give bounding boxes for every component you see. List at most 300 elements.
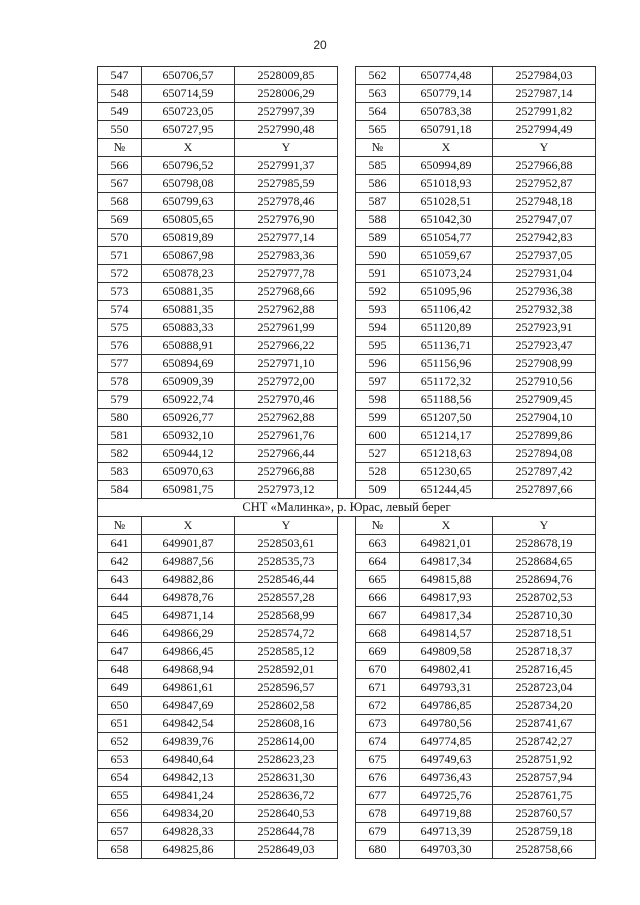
point-number-cell: 585 [356, 157, 400, 175]
table-row [98, 409, 596, 427]
table-row [98, 481, 596, 499]
x-coordinate-cell: 650932,10 [142, 427, 235, 445]
x-coordinate-cell: 650799,63 [142, 193, 235, 211]
x-coordinate-cell: 651120,89 [400, 319, 493, 337]
point-number-cell: 565 [356, 121, 400, 139]
table-row [98, 319, 596, 337]
header-row [98, 517, 596, 535]
y-coordinate-cell: 2527973,12 [235, 481, 338, 499]
column-gap [338, 463, 356, 481]
y-coordinate-cell: 2528649,03 [235, 841, 338, 859]
x-coordinate-cell: 649840,64 [142, 751, 235, 769]
x-coordinate-cell: 651230,65 [400, 463, 493, 481]
x-coordinate-cell: 649802,41 [400, 661, 493, 679]
point-number-cell: 562 [356, 67, 400, 85]
table-row [98, 625, 596, 643]
column-gap [338, 409, 356, 427]
x-coordinate-cell: 651136,71 [400, 337, 493, 355]
y-coordinate-cell: 2527994,49 [493, 121, 596, 139]
y-coordinate-cell: 2527894,08 [493, 445, 596, 463]
y-coordinate-cell: 2527977,78 [235, 265, 338, 283]
point-number-cell: 593 [356, 301, 400, 319]
y-coordinate-cell: 2527899,86 [493, 427, 596, 445]
point-number-cell: 651 [98, 715, 142, 733]
column-gap [338, 427, 356, 445]
point-number-cell: 580 [98, 409, 142, 427]
section-title: СНТ «Малинка», р. Юрас, левый берег [98, 499, 596, 517]
x-coordinate-cell: 650714,59 [142, 85, 235, 103]
point-number-cell: 568 [98, 193, 142, 211]
table-row [98, 751, 596, 769]
x-coordinate-cell: 650783,38 [400, 103, 493, 121]
column-gap [338, 247, 356, 265]
point-number-cell: 646 [98, 625, 142, 643]
point-number-cell: 584 [98, 481, 142, 499]
x-coordinate-cell: 651244,45 [400, 481, 493, 499]
table-row [98, 85, 596, 103]
x-coordinate-cell: 651218,63 [400, 445, 493, 463]
point-number-cell: 649 [98, 679, 142, 697]
column-gap [338, 679, 356, 697]
x-coordinate-cell: 650926,77 [142, 409, 235, 427]
table-row [98, 247, 596, 265]
point-number-cell: 527 [356, 445, 400, 463]
x-coordinate-cell: 650798,08 [142, 175, 235, 193]
x-coordinate-cell: 650867,98 [142, 247, 235, 265]
y-coordinate-cell: 2527962,88 [235, 301, 338, 319]
x-coordinate-cell: 651042,30 [400, 211, 493, 229]
y-coordinate-cell: 2528574,72 [235, 625, 338, 643]
x-coordinate-cell: 649713,39 [400, 823, 493, 841]
y-coordinate-cell: 2528535,73 [235, 553, 338, 571]
y-coordinate-cell: 2527983,36 [235, 247, 338, 265]
x-coordinate-cell: 651095,96 [400, 283, 493, 301]
point-number-cell: 656 [98, 805, 142, 823]
x-coordinate-cell: 649814,57 [400, 625, 493, 643]
x-coordinate-cell: 650723,05 [142, 103, 235, 121]
y-coordinate-cell: 2527897,66 [493, 481, 596, 499]
x-coordinate-cell: 650774,48 [400, 67, 493, 85]
point-number-cell: 567 [98, 175, 142, 193]
point-number-cell: 578 [98, 373, 142, 391]
x-coordinate-cell: 649817,34 [400, 607, 493, 625]
column-gap [338, 769, 356, 787]
y-coordinate-cell: 2527923,47 [493, 337, 596, 355]
y-coordinate-cell: 2527987,14 [493, 85, 596, 103]
point-number-cell: 548 [98, 85, 142, 103]
y-coordinate-cell: 2528716,45 [493, 661, 596, 679]
y-coordinate-cell: 2528761,75 [493, 787, 596, 805]
x-coordinate-cell: 649841,24 [142, 787, 235, 805]
x-coordinate-cell: 649821,01 [400, 535, 493, 553]
y-coordinate-cell: 2528684,65 [493, 553, 596, 571]
point-number-cell: 670 [356, 661, 400, 679]
table-row [98, 841, 596, 859]
y-coordinate-cell: 2528568,99 [235, 607, 338, 625]
x-coordinate-cell: 651028,51 [400, 193, 493, 211]
column-gap [338, 355, 356, 373]
point-number-cell: 679 [356, 823, 400, 841]
point-number-cell: 672 [356, 697, 400, 715]
y-coordinate-cell: 2527910,56 [493, 373, 596, 391]
x-coordinate-cell: 649887,56 [142, 553, 235, 571]
y-coordinate-cell: 2527968,66 [235, 283, 338, 301]
section-row [98, 499, 596, 517]
point-number-cell: 663 [356, 535, 400, 553]
y-coordinate-cell: 2528757,94 [493, 769, 596, 787]
point-number-cell: 591 [356, 265, 400, 283]
x-coordinate-cell: 650779,14 [400, 85, 493, 103]
point-number-cell: 595 [356, 337, 400, 355]
point-number-cell: 677 [356, 787, 400, 805]
point-number-cell: 653 [98, 751, 142, 769]
y-coordinate-cell: 2527976,90 [235, 211, 338, 229]
point-number-cell: 674 [356, 733, 400, 751]
point-number-cell: 641 [98, 535, 142, 553]
column-gap [338, 121, 356, 139]
point-number-cell: 583 [98, 463, 142, 481]
point-number-cell: 654 [98, 769, 142, 787]
table-row [98, 229, 596, 247]
y-coordinate-cell: 2528596,57 [235, 679, 338, 697]
table-row [98, 193, 596, 211]
y-coordinate-cell: 2528723,04 [493, 679, 596, 697]
point-number-cell: 655 [98, 787, 142, 805]
point-number-cell: 582 [98, 445, 142, 463]
point-number-cell: 598 [356, 391, 400, 409]
coordinates-table [97, 66, 596, 859]
table-row [98, 463, 596, 481]
table-row [98, 571, 596, 589]
x-coordinate-cell: 650970,63 [142, 463, 235, 481]
y-coordinate-cell: 2527948,18 [493, 193, 596, 211]
x-coordinate-cell: 650796,52 [142, 157, 235, 175]
point-number-cell: 575 [98, 319, 142, 337]
y-coordinate-cell: 2528710,30 [493, 607, 596, 625]
table-row [98, 391, 596, 409]
x-coordinate-cell: 649901,87 [142, 535, 235, 553]
y-coordinate-cell: 2528758,66 [493, 841, 596, 859]
point-number-cell: 590 [356, 247, 400, 265]
point-number-cell: 678 [356, 805, 400, 823]
column-header: X [142, 517, 235, 535]
y-coordinate-cell: 2528614,00 [235, 733, 338, 751]
y-coordinate-cell: 2528623,23 [235, 751, 338, 769]
y-coordinate-cell: 2528546,44 [235, 571, 338, 589]
point-number-cell: 652 [98, 733, 142, 751]
y-coordinate-cell: 2528702,53 [493, 589, 596, 607]
y-coordinate-cell: 2527923,91 [493, 319, 596, 337]
x-coordinate-cell: 649725,76 [400, 787, 493, 805]
point-number-cell: 574 [98, 301, 142, 319]
column-gap [338, 841, 356, 859]
column-gap [338, 301, 356, 319]
y-coordinate-cell: 2528557,28 [235, 589, 338, 607]
point-number-cell: 673 [356, 715, 400, 733]
table-row [98, 589, 596, 607]
point-number-cell: 563 [356, 85, 400, 103]
x-coordinate-cell: 649817,34 [400, 553, 493, 571]
x-coordinate-cell: 650881,35 [142, 283, 235, 301]
y-coordinate-cell: 2527971,10 [235, 355, 338, 373]
x-coordinate-cell: 649749,63 [400, 751, 493, 769]
point-number-cell: 596 [356, 355, 400, 373]
column-gap [338, 715, 356, 733]
y-coordinate-cell: 2527997,39 [235, 103, 338, 121]
y-coordinate-cell: 2527961,76 [235, 427, 338, 445]
column-gap [338, 787, 356, 805]
point-number-cell: 666 [356, 589, 400, 607]
point-number-cell: 592 [356, 283, 400, 301]
x-coordinate-cell: 649703,30 [400, 841, 493, 859]
x-coordinate-cell: 649868,94 [142, 661, 235, 679]
y-coordinate-cell: 2528640,53 [235, 805, 338, 823]
x-coordinate-cell: 651018,93 [400, 175, 493, 193]
column-header: X [142, 139, 235, 157]
point-number-cell: 643 [98, 571, 142, 589]
column-gap [338, 607, 356, 625]
y-coordinate-cell: 2528009,85 [235, 67, 338, 85]
column-header: Y [493, 517, 596, 535]
header-row [98, 139, 596, 157]
column-header: X [400, 517, 493, 535]
column-gap [338, 103, 356, 121]
y-coordinate-cell: 2527961,99 [235, 319, 338, 337]
y-coordinate-cell: 2527984,03 [493, 67, 596, 85]
y-coordinate-cell: 2527966,88 [235, 463, 338, 481]
x-coordinate-cell: 651059,67 [400, 247, 493, 265]
x-coordinate-cell: 649786,85 [400, 697, 493, 715]
point-number-cell: 576 [98, 337, 142, 355]
point-number-cell: 566 [98, 157, 142, 175]
y-coordinate-cell: 2527970,46 [235, 391, 338, 409]
point-number-cell: 671 [356, 679, 400, 697]
y-coordinate-cell: 2527991,37 [235, 157, 338, 175]
column-gap [338, 535, 356, 553]
column-header: Y [493, 139, 596, 157]
table-row [98, 823, 596, 841]
point-number-cell: 645 [98, 607, 142, 625]
table-row [98, 535, 596, 553]
x-coordinate-cell: 649882,86 [142, 571, 235, 589]
y-coordinate-cell: 2528006,29 [235, 85, 338, 103]
point-number-cell: 570 [98, 229, 142, 247]
point-number-cell: 657 [98, 823, 142, 841]
table-row [98, 121, 596, 139]
point-number-cell: 676 [356, 769, 400, 787]
table-row [98, 103, 596, 121]
x-coordinate-cell: 650881,35 [142, 301, 235, 319]
y-coordinate-cell: 2527991,82 [493, 103, 596, 121]
table-row [98, 283, 596, 301]
y-coordinate-cell: 2528592,01 [235, 661, 338, 679]
point-number-cell: 569 [98, 211, 142, 229]
x-coordinate-cell: 651073,24 [400, 265, 493, 283]
point-number-cell: 577 [98, 355, 142, 373]
y-coordinate-cell: 2527932,38 [493, 301, 596, 319]
x-coordinate-cell: 649736,43 [400, 769, 493, 787]
table-row [98, 661, 596, 679]
x-coordinate-cell: 649861,61 [142, 679, 235, 697]
table-row [98, 373, 596, 391]
column-gap [338, 229, 356, 247]
table-row [98, 265, 596, 283]
point-number-cell: 594 [356, 319, 400, 337]
column-gap [338, 589, 356, 607]
x-coordinate-cell: 651054,77 [400, 229, 493, 247]
point-number-cell: 528 [356, 463, 400, 481]
x-coordinate-cell: 651156,96 [400, 355, 493, 373]
y-coordinate-cell: 2527897,42 [493, 463, 596, 481]
x-coordinate-cell: 650706,57 [142, 67, 235, 85]
point-number-cell: 648 [98, 661, 142, 679]
point-number-cell: 509 [356, 481, 400, 499]
table-row [98, 733, 596, 751]
table-row [98, 679, 596, 697]
x-coordinate-cell: 649825,86 [142, 841, 235, 859]
x-coordinate-cell: 649793,31 [400, 679, 493, 697]
column-header: X [400, 139, 493, 157]
table-row [98, 445, 596, 463]
point-number-cell: 680 [356, 841, 400, 859]
y-coordinate-cell: 2527952,87 [493, 175, 596, 193]
y-coordinate-cell: 2528608,16 [235, 715, 338, 733]
table-row [98, 355, 596, 373]
table-row [98, 769, 596, 787]
table-row [98, 643, 596, 661]
x-coordinate-cell: 649839,76 [142, 733, 235, 751]
y-coordinate-cell: 2528718,51 [493, 625, 596, 643]
y-coordinate-cell: 2527936,38 [493, 283, 596, 301]
column-gap [338, 67, 356, 85]
x-coordinate-cell: 651207,50 [400, 409, 493, 427]
point-number-cell: 589 [356, 229, 400, 247]
column-header: № [98, 517, 142, 535]
x-coordinate-cell: 649842,13 [142, 769, 235, 787]
y-coordinate-cell: 2527978,46 [235, 193, 338, 211]
y-coordinate-cell: 2527966,88 [493, 157, 596, 175]
y-coordinate-cell: 2528602,58 [235, 697, 338, 715]
column-gap [338, 319, 356, 337]
y-coordinate-cell: 2527947,07 [493, 211, 596, 229]
column-gap [338, 175, 356, 193]
y-coordinate-cell: 2527908,99 [493, 355, 596, 373]
point-number-cell: 658 [98, 841, 142, 859]
column-gap [338, 157, 356, 175]
x-coordinate-cell: 649809,58 [400, 643, 493, 661]
point-number-cell: 644 [98, 589, 142, 607]
column-gap [338, 85, 356, 103]
x-coordinate-cell: 649828,33 [142, 823, 235, 841]
column-gap [338, 373, 356, 391]
x-coordinate-cell: 649871,14 [142, 607, 235, 625]
point-number-cell: 581 [98, 427, 142, 445]
x-coordinate-cell: 649780,56 [400, 715, 493, 733]
column-gap [338, 139, 356, 157]
table-row [98, 787, 596, 805]
x-coordinate-cell: 649817,93 [400, 589, 493, 607]
column-header: № [356, 139, 400, 157]
y-coordinate-cell: 2528694,76 [493, 571, 596, 589]
y-coordinate-cell: 2528636,72 [235, 787, 338, 805]
point-number-cell: 599 [356, 409, 400, 427]
point-number-cell: 642 [98, 553, 142, 571]
point-number-cell: 664 [356, 553, 400, 571]
x-coordinate-cell: 649774,85 [400, 733, 493, 751]
x-coordinate-cell: 650994,89 [400, 157, 493, 175]
column-gap [338, 625, 356, 643]
y-coordinate-cell: 2527909,45 [493, 391, 596, 409]
table-row [98, 337, 596, 355]
y-coordinate-cell: 2528718,37 [493, 643, 596, 661]
y-coordinate-cell: 2527962,88 [235, 409, 338, 427]
x-coordinate-cell: 649842,54 [142, 715, 235, 733]
y-coordinate-cell: 2528631,30 [235, 769, 338, 787]
y-coordinate-cell: 2528678,19 [493, 535, 596, 553]
x-coordinate-cell: 649815,88 [400, 571, 493, 589]
point-number-cell: 573 [98, 283, 142, 301]
x-coordinate-cell: 650883,33 [142, 319, 235, 337]
column-gap [338, 733, 356, 751]
x-coordinate-cell: 650888,91 [142, 337, 235, 355]
x-coordinate-cell: 650909,39 [142, 373, 235, 391]
table-row [98, 427, 596, 445]
column-gap [338, 265, 356, 283]
point-number-cell: 547 [98, 67, 142, 85]
table-row [98, 157, 596, 175]
table-row [98, 175, 596, 193]
y-coordinate-cell: 2528741,67 [493, 715, 596, 733]
point-number-cell: 600 [356, 427, 400, 445]
column-gap [338, 697, 356, 715]
page-number: 20 [313, 38, 327, 52]
x-coordinate-cell: 650944,12 [142, 445, 235, 463]
column-gap [338, 751, 356, 769]
x-coordinate-cell: 650805,65 [142, 211, 235, 229]
table-row [98, 805, 596, 823]
x-coordinate-cell: 649719,88 [400, 805, 493, 823]
point-number-cell: 588 [356, 211, 400, 229]
point-number-cell: 665 [356, 571, 400, 589]
x-coordinate-cell: 650727,95 [142, 121, 235, 139]
point-number-cell: 667 [356, 607, 400, 625]
y-coordinate-cell: 2528742,27 [493, 733, 596, 751]
x-coordinate-cell: 651172,32 [400, 373, 493, 391]
column-gap [338, 517, 356, 535]
y-coordinate-cell: 2527937,05 [493, 247, 596, 265]
column-gap [338, 193, 356, 211]
column-header: № [98, 139, 142, 157]
table-row [98, 211, 596, 229]
y-coordinate-cell: 2528751,92 [493, 751, 596, 769]
column-gap [338, 823, 356, 841]
y-coordinate-cell: 2527904,10 [493, 409, 596, 427]
y-coordinate-cell: 2528760,57 [493, 805, 596, 823]
column-header: Y [235, 517, 338, 535]
x-coordinate-cell: 649847,69 [142, 697, 235, 715]
point-number-cell: 579 [98, 391, 142, 409]
x-coordinate-cell: 651188,56 [400, 391, 493, 409]
column-gap [338, 643, 356, 661]
point-number-cell: 647 [98, 643, 142, 661]
column-gap [338, 337, 356, 355]
y-coordinate-cell: 2527966,22 [235, 337, 338, 355]
y-coordinate-cell: 2527931,04 [493, 265, 596, 283]
x-coordinate-cell: 650878,23 [142, 265, 235, 283]
point-number-cell: 564 [356, 103, 400, 121]
column-gap [338, 553, 356, 571]
column-gap [338, 661, 356, 679]
